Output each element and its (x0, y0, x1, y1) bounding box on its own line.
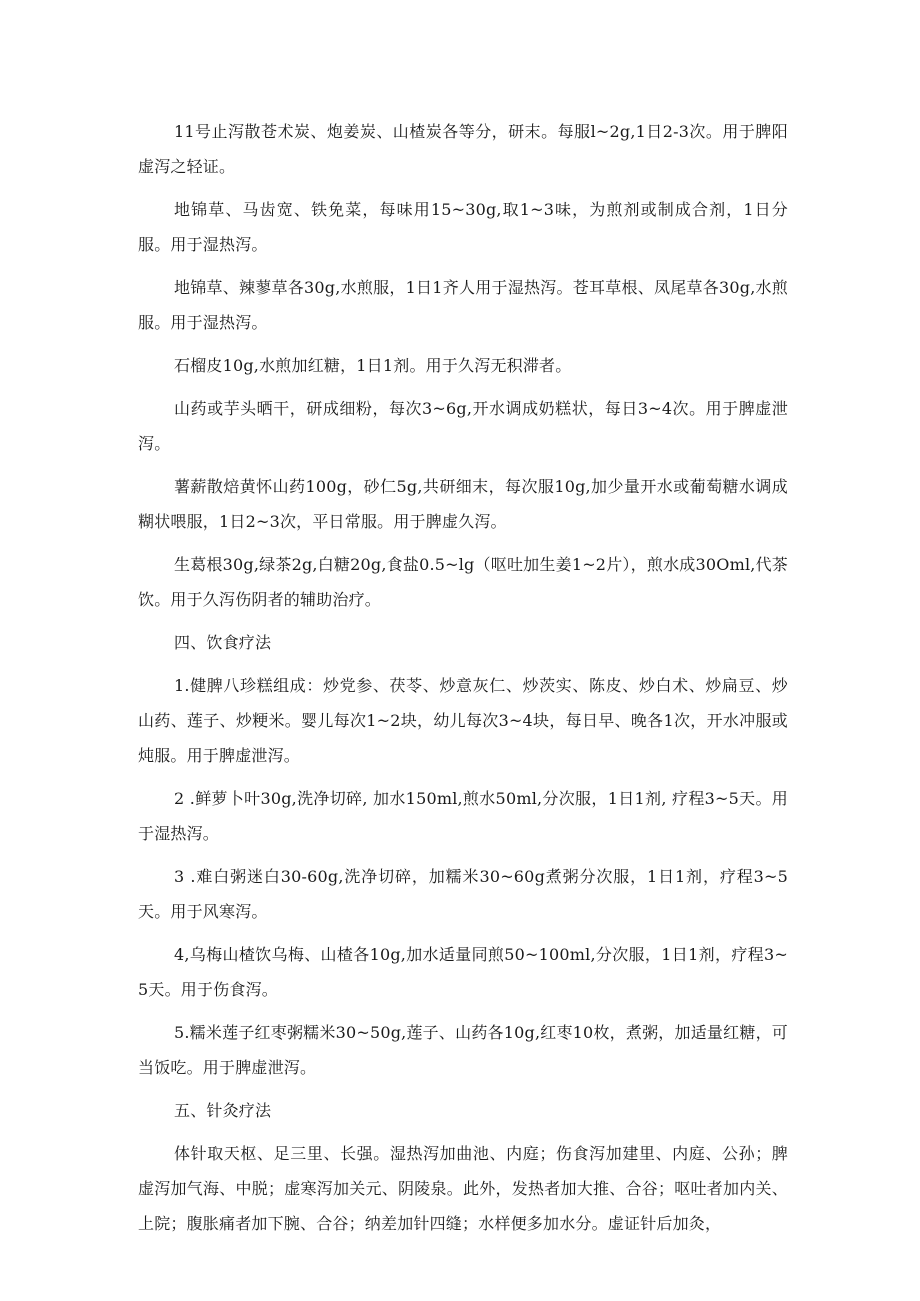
paragraph-zhixie-powder: 11号止泻散苍术炭、炮姜炭、山楂炭各等分，研末。每服l~2g,1日2-3次。用于脾阳虚泻之轻证。 (138, 122, 788, 176)
paragraph-diet-item-3: 3 .难白粥迷白30-60g,洗净切碎，加糯米30~60g煮粥分次服，1日1剂，疗程3~5天。用于风寒泻。 (138, 867, 788, 921)
paragraph-shuyu-powder: 薯薪散焙黄怀山药100g，砂仁5g,共研细末，每次服10g,加少量开水或葡萄糖水调成糊状喂服，1日2~3次，平日常服。用于脾虚久泻。 (138, 477, 788, 531)
paragraph-diet-item-2: 2 .鲜萝卜叶30g,洗净切碎, 加水150ml,煎水50ml,分次服，1日1剂, 疗程3~5天。用于湿热泻。 (138, 789, 788, 843)
paragraph-dijincao: 地锦草、马齿宽、铁免菜，每味用15~30g,取1~3味，为煎剂或制成合剂，1日分服。用于湿热泻。 (138, 200, 788, 254)
paragraph-diet-item-4: 4,乌梅山楂饮乌梅、山楂各10g,加水适量同煎50~100ml,分次服，1日1剂，疗程3~5天。用于伤食泻。 (138, 945, 788, 999)
paragraph-dijincao-laliao: 地锦草、辣蓼草各30g,水煎服，1日1齐人用于湿热泻。苍耳草根、凤尾草各30g,水煎服。用于湿热泻。 (138, 278, 788, 332)
paragraph-diet-item-1: 1.健脾八珍糕组成：炒党参、茯苓、炒意灰仁、炒茨实、陈皮、炒白术、炒扁豆、炒山药、莲子、炒粳米。婴儿每次1~2块，幼儿每次3~4块，每日早、晚各1次，开水冲服或炖服。用于脾虚泄泻。 (138, 676, 788, 765)
document-body (138, 114, 788, 1249)
paragraph-pomegranate-peel: 石榴皮10g,水煎加红糖，1日1剂。用于久泻无积滞者。 (174, 356, 572, 375)
paragraph-acupuncture-body: 体针取天枢、足三里、长强。湿热泻加曲池、内庭；伤食泻加建里、内庭、公孙；脾虚泻加气海、中脱；虚寒泻加关元、阴陵泉。此外，发热者加大推、合谷；呕吐者加内关、上院；腹胀痛者加下腕、合谷；纳差加针四缝；水样便多加水分。虚证针后加灸， (138, 1144, 788, 1233)
paragraph-kudzu-tea: 生葛根30g,绿茶2g,白糖20g,食盐0.5~lg（呕吐加生姜1~2片），煎水成30Oml,代茶饮。用于久泻伤阴者的辅助治疗。 (138, 555, 788, 609)
paragraph-yam-taro: 山药或芋头晒干，研成细粉，每次3~6g,开水调成奶糕状，每日3~4次。用于脾虚泄泻。 (138, 399, 788, 453)
paragraph-diet-item-5: 5.糯米莲子红枣粥糯米30~50g,莲子、山药各10g,红枣10枚，煮粥，加适量红糖，可当饭吃。用于脾虚泄泻。 (138, 1023, 788, 1077)
section-heading-acupuncture: 五、针灸疗法 (174, 1101, 272, 1120)
section-heading-diet-therapy: 四、饮食疗法 (174, 633, 272, 652)
